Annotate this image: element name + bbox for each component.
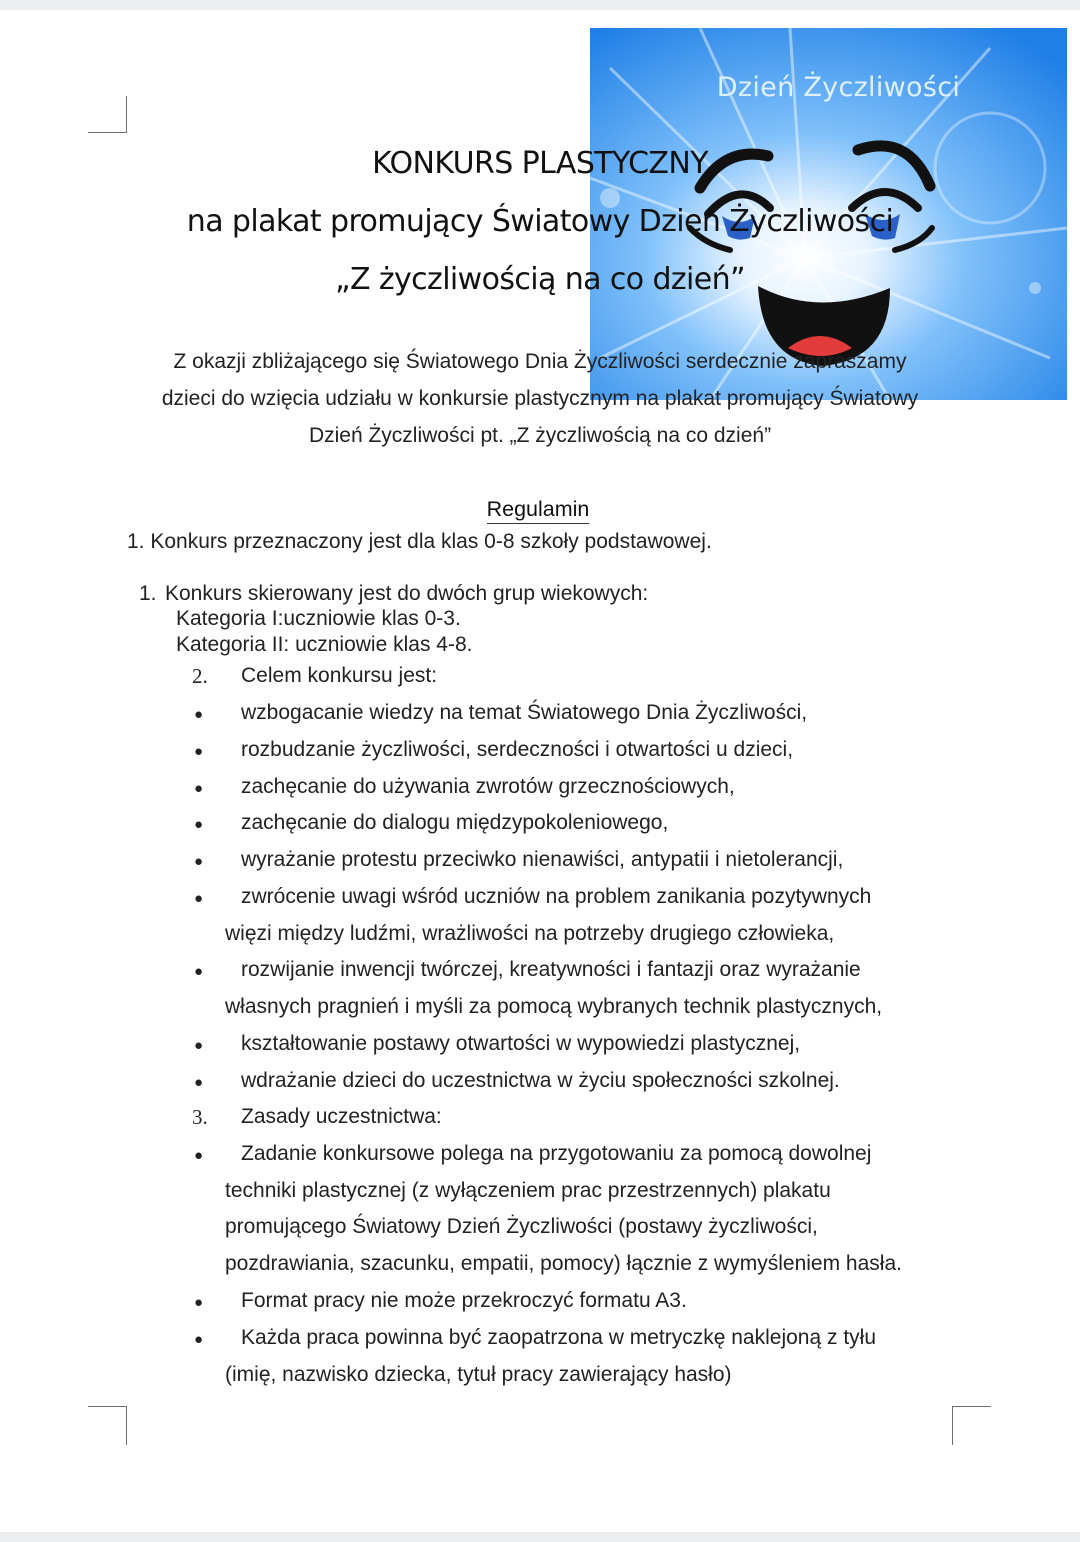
bullet-icon: ● <box>194 1037 204 1054</box>
participation-item: Każda praca powinna być zaopatrzona w metryczkę naklejoną z tyłu <box>241 1326 877 1349</box>
document-page <box>0 10 1080 1532</box>
goal-item-continued: własnych pragnień i myśli za pomocą wybranych technik plastycznych, <box>225 995 883 1018</box>
bullet-icon: ● <box>194 963 204 980</box>
goal-item: zachęcanie do dialogu międzypokoleniowego, <box>241 811 669 834</box>
participation-item: Zadanie konkursowe polega na przygotowaniu za pomocą dowolnej <box>241 1142 872 1165</box>
section-2-number: 2. <box>192 664 208 688</box>
crop-mark-bottom-left <box>88 1406 127 1445</box>
bullet-icon: ● <box>194 743 204 760</box>
rule-item-1: 1. Konkurs przeznaczony jest dla klas 0-8 szkoły podstawowej. <box>127 530 712 553</box>
crop-mark-bottom-right <box>952 1406 991 1445</box>
participation-item-continued: pozdrawiania, szacunku, empatii, pomocy) łącznie z wymyśleniem hasła. <box>225 1252 902 1275</box>
intro-line-2: dzieci do wzięcia udziału w konkursie plastycznym na plakat promujący Światowy <box>161 387 919 410</box>
bullet-icon: ● <box>194 816 204 833</box>
goal-item: kształtowanie postawy otwartości w wypowiedzi plastycznej, <box>241 1032 801 1055</box>
goal-item: wzbogacanie wiedzy na temat Światowego Dnia Życzliwości, <box>241 701 808 724</box>
goal-item: wyrażanie protestu przeciwko nienawiści, antypatii i nietolerancji, <box>241 848 844 871</box>
contest-title: KONKURS PLASTYCZNY <box>372 146 708 181</box>
section-3-heading: Zasady uczestnictwa: <box>241 1105 442 1128</box>
crop-mark-top-left <box>88 96 127 133</box>
category-2: Kategoria II: uczniowie klas 4-8. <box>176 633 473 656</box>
bullet-icon: ● <box>194 1147 204 1164</box>
bullet-icon: ● <box>194 706 204 723</box>
goal-item-continued: więzi między ludźmi, wrażliwości na potrzeby drugiego człowieka, <box>225 922 835 945</box>
contest-motto: „Z życzliwością na co dzień” <box>335 262 745 297</box>
category-1: Kategoria I:uczniowie klas 0-3. <box>176 607 461 630</box>
bullet-icon: ● <box>194 780 204 797</box>
participation-item: Format pracy nie może przekroczyć formatu A3. <box>241 1289 687 1312</box>
rule-item-2: Konkurs skierowany jest do dwóch grup wiekowych: <box>165 582 649 605</box>
bullet-icon: ● <box>194 1074 204 1091</box>
participation-item-continued: (imię, nazwisko dziecka, tytuł pracy zawierający hasło) <box>225 1363 732 1386</box>
intro-line-3: Dzień Życzliwości pt. „Z życzliwością na co dzień” <box>308 424 772 447</box>
participation-item-continued: techniki plastycznej (z wyłączeniem prac przestrzennych) plakatu <box>225 1179 831 1202</box>
bullet-icon: ● <box>194 1294 204 1311</box>
goal-item: wdrażanie dzieci do uczestnictwa w życiu społeczności szkolnej. <box>241 1069 840 1092</box>
contest-subtitle: na plakat promujący Światowy Dzień Życzliwości <box>186 204 894 239</box>
goal-item: zwrócenie uwagi wśród uczniów na problem zanikania pozytywnych <box>241 885 872 908</box>
section-3-number: 3. <box>192 1105 208 1129</box>
bullet-icon: ● <box>194 890 204 907</box>
rules-heading: Regulamin <box>0 497 1076 522</box>
section-2-heading: Celem konkursu jest: <box>241 664 438 687</box>
intro-line-1: Z okazji zbliżającego się Światowego Dnia Życzliwości serdecznie zapraszamy <box>173 350 907 373</box>
bullet-icon: ● <box>194 1331 204 1348</box>
rule-item-2-number: 1. <box>139 582 157 605</box>
goal-item: rozwijanie inwencji twórczej, kreatywności i fantazji oraz wyrażanie <box>241 958 861 981</box>
bullet-icon: ● <box>194 853 204 870</box>
participation-item-continued: promującego Światowy Dzień Życzliwości (postawy życzliwości, <box>225 1215 818 1238</box>
goal-item: rozbudzanie życzliwości, serdeczności i otwartości u dzieci, <box>241 738 794 761</box>
poster-title: Dzień Życzliwości <box>716 72 961 103</box>
goal-item: zachęcanie do używania zwrotów grzecznościowych, <box>241 775 735 798</box>
